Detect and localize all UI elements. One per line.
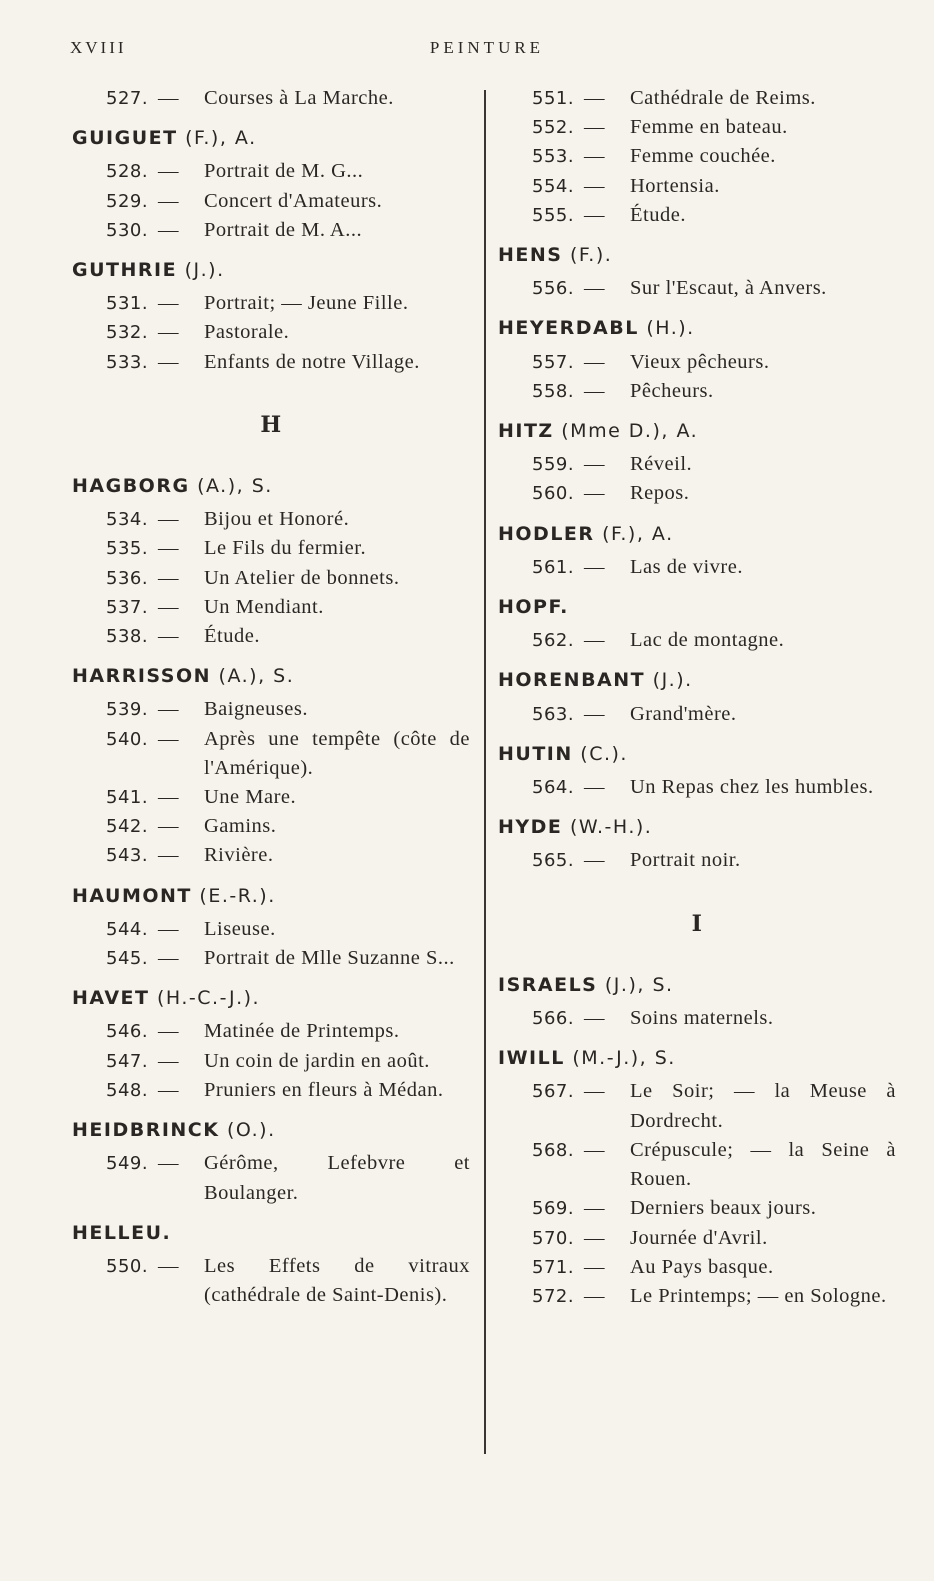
artist-detail: (F.), A. <box>594 522 674 545</box>
artist-name: ISRAELS <box>498 973 598 996</box>
entry-number: 535. <box>106 538 149 560</box>
entry-dash: — <box>584 776 605 799</box>
entry-dash: — <box>158 1049 179 1072</box>
left-column <box>72 84 470 1310</box>
artist-heading <box>498 666 896 695</box>
entry-title: Lac de montagne. <box>630 629 785 652</box>
entry-title: Matinée de Printemps. <box>204 1020 400 1043</box>
artist-name: HITZ <box>498 420 554 443</box>
entry-title: Las de vivre. <box>630 555 743 578</box>
artist-name: GUIGUET <box>72 127 178 150</box>
entry-number: 561. <box>532 556 575 578</box>
entry-title: Réveil. <box>630 453 693 476</box>
entry-dash: — <box>158 87 179 109</box>
entry-number: 569. <box>532 1198 575 1220</box>
entry-dash: — <box>584 482 605 505</box>
entry-title: Étude. <box>630 203 686 226</box>
artist-detail: (A.), S. <box>211 665 295 688</box>
entry-title: Un Repas chez les humbles. <box>630 776 874 799</box>
entry-title: Sur l'Escaut, à Anvers. <box>630 277 827 300</box>
entry-dash: — <box>584 1284 605 1307</box>
artist-detail: (W.-H.). <box>562 816 653 839</box>
artist-heading <box>72 1116 470 1145</box>
catalogue-entry <box>532 274 896 303</box>
artist-name: HORENBANT <box>498 669 646 692</box>
artist-name: IWILL <box>498 1047 565 1070</box>
entry-number: 564. <box>532 777 575 799</box>
entry-number: 528. <box>106 161 149 183</box>
artist-heading <box>498 520 896 549</box>
catalogue-entry <box>106 505 470 534</box>
artist-name: HUTIN <box>498 742 573 765</box>
artist-heading <box>498 971 896 1000</box>
entry-number: 543. <box>106 845 149 867</box>
artist-heading <box>498 813 896 842</box>
entry-title: Au Pays basque. <box>630 1255 774 1278</box>
artist-detail: (Mme D.), A. <box>553 420 699 443</box>
catalogue-entry <box>106 1047 470 1076</box>
entry-dash: — <box>158 917 179 940</box>
artist-name: HARRISSON <box>72 665 212 688</box>
entry-number: 536. <box>106 567 149 589</box>
entry-title: Pêcheurs. <box>630 379 714 402</box>
entry-number: 531. <box>106 293 149 315</box>
catalogue-entry <box>532 1224 896 1253</box>
catalogue-entry <box>532 1136 896 1194</box>
entry-dash: — <box>158 566 179 589</box>
entry-title: Portrait de Mlle Suzanne S... <box>204 947 455 970</box>
entry-dash: — <box>584 1197 605 1220</box>
catalogue-entry <box>106 289 470 318</box>
entry-number: 567. <box>532 1081 575 1103</box>
entry-title: Étude. <box>204 625 260 648</box>
catalogue-entry <box>106 783 470 812</box>
entry-number: 529. <box>106 190 149 212</box>
catalogue-entry <box>106 841 470 870</box>
entry-number: 559. <box>532 454 575 476</box>
entry-title: Baigneuses. <box>204 698 308 721</box>
artist-name: GUTHRIE <box>72 259 178 282</box>
catalogue-entry <box>106 534 470 563</box>
entry-dash: — <box>584 174 605 197</box>
artist-name: HELLEU. <box>72 1221 172 1244</box>
entry-title: Courses à La Marche. <box>204 87 394 109</box>
artist-detail: (J.). <box>177 259 225 282</box>
entry-dash: — <box>158 1152 179 1175</box>
entry-title: Portrait noir. <box>630 849 741 872</box>
artist-name: HAGBORG <box>72 475 190 498</box>
entry-dash: — <box>158 350 179 373</box>
artist-name: HODLER <box>498 522 595 545</box>
entry-dash: — <box>584 702 605 725</box>
entry-title: Liseuse. <box>204 917 276 940</box>
entry-number: 546. <box>106 1021 149 1043</box>
catalogue-entry <box>532 1282 896 1311</box>
artist-heading <box>72 984 470 1013</box>
entry-title: Soins maternels. <box>630 1007 774 1030</box>
entry-dash: — <box>584 1255 605 1278</box>
catalogue-entry <box>532 1004 896 1033</box>
entry-number: 530. <box>106 219 149 241</box>
entry-dash: — <box>158 727 179 750</box>
entry-number: 552. <box>532 117 575 139</box>
artist-name: HAUMONT <box>72 884 192 907</box>
catalogue-entry <box>532 201 896 230</box>
entry-number: 571. <box>532 1256 575 1278</box>
entry-title: Derniers beaux jours. <box>630 1197 817 1220</box>
artist-detail: (C.). <box>572 742 628 765</box>
catalogue-entry <box>532 1194 896 1223</box>
entry-dash: — <box>158 844 179 867</box>
artist-detail: (H.-C.-J.). <box>149 987 261 1010</box>
catalogue-entry <box>532 142 896 171</box>
running-head <box>70 38 864 62</box>
entry-number: 540. <box>106 728 149 750</box>
catalogue-entry <box>532 348 896 377</box>
artist-detail: (J.), S. <box>597 973 674 996</box>
catalogue-entry <box>106 564 470 593</box>
catalogue-entry <box>106 695 470 724</box>
entry-dash: — <box>158 160 179 183</box>
entry-number: 549. <box>106 1153 149 1175</box>
entry-number: 538. <box>106 626 149 648</box>
entry-number: 539. <box>106 699 149 721</box>
entry-dash: — <box>158 1078 179 1101</box>
catalogue-entry <box>106 725 470 783</box>
entry-dash: — <box>158 292 179 315</box>
entry-dash: — <box>584 555 605 578</box>
entry-number: 541. <box>106 787 149 809</box>
entry-title: Hortensia. <box>630 174 720 197</box>
entry-number: 542. <box>106 816 149 838</box>
artist-heading <box>72 1219 470 1248</box>
entry-title: Femme couchée. <box>630 145 776 168</box>
entry-number: 555. <box>532 204 575 226</box>
entry-dash: — <box>158 947 179 970</box>
entry-dash: — <box>584 1138 605 1161</box>
artist-detail: (A.), S. <box>189 475 273 498</box>
entry-dash: — <box>158 508 179 531</box>
entry-title: Concert d'Amateurs. <box>204 189 383 212</box>
entry-title: Un coin de jardin en août. <box>204 1049 430 1072</box>
entry-dash: — <box>584 1226 605 1249</box>
entry-title: Bijou et Honoré. <box>204 508 350 531</box>
entry-dash: — <box>584 203 605 226</box>
column-divider <box>484 90 486 1454</box>
entry-dash: — <box>158 1020 179 1043</box>
entry-dash: — <box>584 453 605 476</box>
artist-detail: (J.). <box>645 669 693 692</box>
catalogue-entry <box>532 626 896 655</box>
entry-number: 557. <box>532 351 575 373</box>
entry-number: 545. <box>106 948 149 970</box>
artist-heading <box>72 662 470 691</box>
catalogue-entry <box>106 1076 470 1105</box>
entry-dash: — <box>158 537 179 560</box>
entry-number: 534. <box>106 509 149 531</box>
catalogue-entry <box>532 113 896 142</box>
entry-dash: — <box>584 1007 605 1030</box>
entry-number: 570. <box>532 1227 575 1249</box>
section-letter: H <box>260 411 282 438</box>
entry-title: Vieux pêcheurs. <box>630 350 770 373</box>
catalogue-entry <box>106 593 470 622</box>
entry-number: 551. <box>532 88 575 109</box>
entry-dash: — <box>158 595 179 618</box>
entry-title: Un Mendiant. <box>204 595 324 618</box>
entry-dash: — <box>584 350 605 373</box>
entry-title: Journée d'Avril. <box>630 1226 768 1249</box>
entry-title: Crépuscule; — la Seine à Rouen. <box>630 1138 896 1191</box>
artist-heading <box>498 241 896 270</box>
entry-title: Repos. <box>630 482 690 505</box>
catalogue-entry <box>532 1077 896 1135</box>
catalogue-entry <box>106 216 470 245</box>
catalogue-entry <box>106 187 470 216</box>
entry-number: 527. <box>106 88 149 109</box>
artist-heading <box>498 314 896 343</box>
catalogue-entry <box>106 318 470 347</box>
section-letter: I <box>691 910 703 937</box>
entry-dash: — <box>584 145 605 168</box>
artist-detail: (M.-J.), S. <box>564 1047 676 1070</box>
entry-dash: — <box>584 87 605 109</box>
entry-number: 556. <box>532 278 575 300</box>
entry-dash: — <box>158 189 179 212</box>
artist-name: HENS <box>498 244 563 267</box>
entry-number: 532. <box>106 322 149 344</box>
entry-number: 568. <box>532 1139 575 1161</box>
entry-title: Portrait de M. A... <box>204 218 363 241</box>
entry-number: 544. <box>106 918 149 940</box>
entry-title: Portrait de M. G... <box>204 160 364 183</box>
entry-title: Pruniers en fleurs à Médan. <box>204 1078 444 1101</box>
right-column <box>498 84 896 1311</box>
entry-number: 553. <box>532 146 575 168</box>
entry-dash: — <box>584 379 605 402</box>
entry-title: Les Effets de vitraux (cathédrale de Saint-Denis). <box>204 1254 470 1307</box>
catalogue-entry <box>532 172 896 201</box>
entry-title: Après une tempête (côte de l'Amérique). <box>204 727 470 779</box>
entry-dash: — <box>584 1080 605 1103</box>
entry-dash: — <box>158 218 179 241</box>
entry-dash: — <box>158 786 179 809</box>
catalogue-entry <box>106 84 470 113</box>
artist-detail: (F.). <box>562 244 613 267</box>
entry-title: Pastorale. <box>204 321 290 344</box>
entry-title: Femme en bateau. <box>630 116 788 139</box>
artist-heading <box>498 593 896 622</box>
entry-dash: — <box>584 277 605 300</box>
artist-name: HYDE <box>498 816 563 839</box>
artist-name: HEYERDABL <box>498 317 639 340</box>
catalogue-entry <box>532 84 896 113</box>
entry-title: Rivière. <box>204 844 274 867</box>
catalogue-entry <box>106 157 470 186</box>
entry-title: Le Printemps; — en Sologne. <box>630 1284 887 1307</box>
entry-title: Un Atelier de bonnets. <box>204 566 400 589</box>
artist-detail: (H.). <box>638 317 695 340</box>
catalogue-entry <box>532 377 896 406</box>
entry-number: 560. <box>532 483 575 505</box>
entry-number: 550. <box>106 1255 149 1277</box>
entry-dash: — <box>158 321 179 344</box>
entry-number: 572. <box>532 1285 575 1307</box>
artist-name: HEIDBRINCK <box>72 1119 220 1142</box>
entry-dash: — <box>158 625 179 648</box>
entry-title: Le Fils du fermier. <box>204 537 367 560</box>
entry-number: 566. <box>532 1008 575 1030</box>
catalogue-entry <box>106 622 470 651</box>
catalogue-entry <box>106 944 470 973</box>
catalogue-entry <box>106 1017 470 1046</box>
artist-heading <box>72 882 470 911</box>
catalogue-entry <box>532 450 896 479</box>
entry-number: 547. <box>106 1050 149 1072</box>
catalogue-entry <box>106 812 470 841</box>
catalogue-entry <box>532 773 896 802</box>
artist-detail: (O.). <box>219 1119 276 1142</box>
catalogue-entry <box>106 915 470 944</box>
artist-heading <box>72 124 470 153</box>
entry-dash: — <box>158 1254 179 1277</box>
page-number: XVIII <box>70 38 127 57</box>
entry-title: Le Soir; — la Meuse à Dordrecht. <box>630 1080 896 1132</box>
entry-dash: — <box>158 815 179 838</box>
artist-heading <box>498 1044 896 1073</box>
entry-number: 537. <box>106 596 149 618</box>
artist-name: HOPF. <box>498 596 569 619</box>
entry-title: Enfants de notre Village. <box>204 350 420 373</box>
artist-heading <box>72 472 470 501</box>
artist-heading <box>498 740 896 769</box>
entry-dash: — <box>158 698 179 721</box>
catalogue-entry <box>532 479 896 508</box>
artist-detail: (E.-R.). <box>191 884 276 907</box>
catalogue-entry <box>106 1149 470 1207</box>
entry-number: 554. <box>532 175 575 197</box>
entry-number: 563. <box>532 703 575 725</box>
catalogue-entry <box>532 1253 896 1282</box>
entry-title: Cathédrale de Reims. <box>630 87 816 109</box>
entry-number: 562. <box>532 630 575 652</box>
catalogue-entry <box>106 348 470 377</box>
artist-heading <box>72 256 470 285</box>
artist-heading <box>498 417 896 446</box>
catalogue-entry <box>532 700 896 729</box>
entry-title: Grand'mère. <box>630 702 737 725</box>
entry-number: 548. <box>106 1079 149 1101</box>
artist-name: HAVET <box>72 987 150 1010</box>
catalogue-entry <box>532 553 896 582</box>
entry-title: Portrait; — Jeune Fille. <box>204 292 409 315</box>
entry-title: Gamins. <box>204 815 277 838</box>
entry-dash: — <box>584 116 605 139</box>
entry-number: 558. <box>532 380 575 402</box>
catalogue-entry <box>532 846 896 875</box>
entry-title: Gérôme, Lefebvre et Boulanger. <box>204 1152 470 1204</box>
entry-dash: — <box>584 629 605 652</box>
entry-number: 533. <box>106 351 149 373</box>
artist-detail: (F.), A. <box>177 127 257 150</box>
entry-number: 565. <box>532 850 575 872</box>
entry-title: Une Mare. <box>204 786 297 809</box>
catalogue-entry <box>106 1252 470 1310</box>
entry-dash: — <box>584 849 605 872</box>
section-title: PEINTURE <box>429 38 545 57</box>
